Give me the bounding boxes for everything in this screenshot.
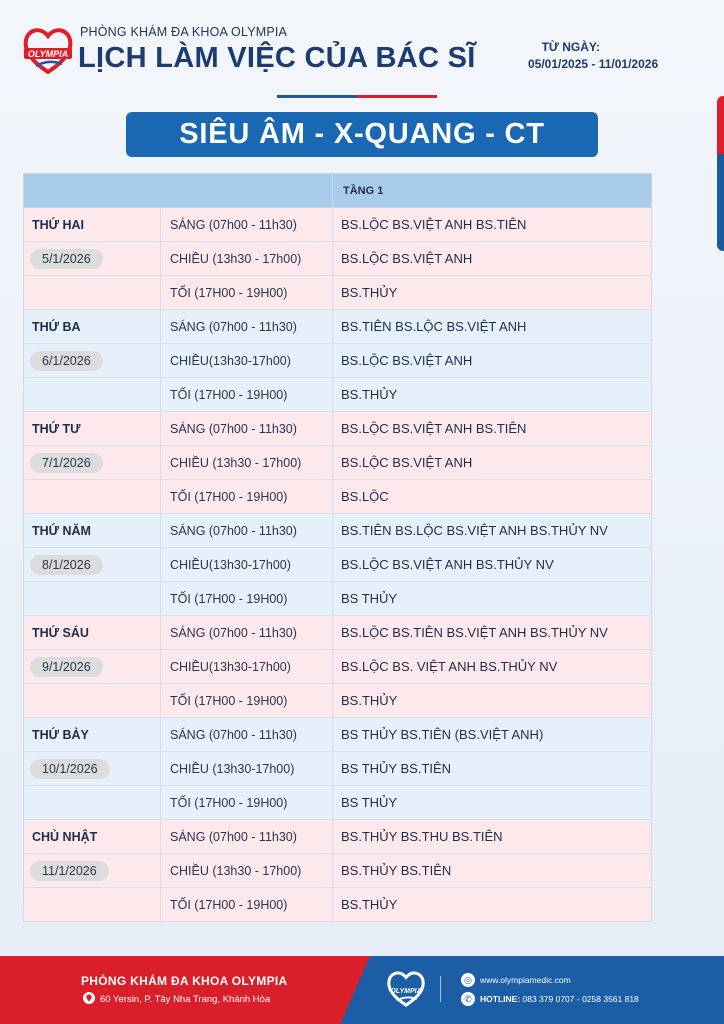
day-cell (24, 208, 160, 241)
doctors-cell: BS.THỦY (332, 684, 651, 717)
globe-icon: ◎ (461, 973, 475, 987)
table-row (24, 718, 651, 752)
doctors-cell: BS.LỘC BS.VIỆT ANH BS.THỦY NV (332, 548, 651, 581)
day-cell (24, 786, 160, 819)
day-name: CHỦ NHẬT (32, 829, 98, 844)
day-name: THỨ SÁU (32, 625, 89, 640)
footer-address: 60 Yersin, P. Tây Nha Trang, Khánh Hòa (100, 994, 271, 1005)
date-badge: 10/1/2026 (30, 759, 110, 779)
table-row (24, 786, 651, 820)
shift-time: SÁNG (07h00 - 11h30) (160, 310, 332, 343)
page-title: LỊCH LÀM VIỆC CỦA BÁC SĨ (78, 42, 476, 74)
day-group (23, 820, 652, 922)
day-name: THỨ BA (32, 319, 81, 334)
doctors-cell: BS.TIÊN BS.LỘC BS.VIỆT ANH BS.THỦY NV (332, 514, 651, 547)
shift-time: SÁNG (07h00 - 11h30) (160, 208, 332, 241)
shift-time: CHIỀU(13h30-17h00) (160, 650, 332, 683)
shift-time: TỐI (17H00 - 19H00) (160, 684, 332, 717)
table-row (24, 242, 651, 276)
doctors-cell: BS.THỦY (332, 888, 651, 921)
shift-time: CHIỀU (13h30-17h00) (160, 752, 332, 785)
phone-icon: ✆ (461, 992, 475, 1006)
edge-accent (717, 96, 724, 251)
title-underline (277, 95, 437, 98)
table-row (24, 276, 651, 310)
shift-time: CHIỀU (13h30 - 17h00) (160, 242, 332, 275)
doctors-cell: BS THỦY BS.TIÊN (332, 752, 651, 785)
table-row (24, 888, 651, 922)
day-cell (24, 514, 160, 547)
table-body (23, 208, 652, 922)
day-cell (24, 242, 160, 275)
doctors-cell: BS.THỦY BS.TIÊN (332, 854, 651, 887)
logo-text: OLYMPIA (27, 49, 69, 59)
doctors-cell: BS THỦY BS.TIÊN (BS.VIỆT ANH) (332, 718, 651, 751)
table-row (24, 820, 651, 854)
date-badge: 6/1/2026 (30, 351, 103, 371)
day-cell (24, 412, 160, 445)
doctors-cell: BS.LỘC BS.VIỆT ANH (332, 446, 651, 479)
doctors-cell: BS.THỦY (332, 276, 651, 309)
shift-time: CHIỀU (13h30 - 17h00) (160, 446, 332, 479)
date-range: 05/01/2025 - 11/01/2026 (528, 57, 659, 71)
doctors-cell: BS.THỦY BS.THU BS.TIÊN (332, 820, 651, 853)
shift-time: SÁNG (07h00 - 11h30) (160, 820, 332, 853)
shift-time: TỐI (17H00 - 19H00) (160, 786, 332, 819)
day-cell (24, 650, 160, 683)
shift-time: TỐI (17H00 - 19H00) (160, 276, 332, 309)
date-badge: 8/1/2026 (30, 555, 103, 575)
day-name: THỨ HAI (32, 217, 85, 232)
table-row (24, 310, 651, 344)
footer (0, 956, 724, 1024)
date-badge: 9/1/2026 (30, 657, 103, 677)
shift-time: CHIỀU(13h30-17h00) (160, 344, 332, 377)
date-badge: 11/1/2026 (30, 861, 109, 881)
day-name: THỨ NĂM (32, 523, 91, 538)
doctors-cell: BS.LỘC (332, 480, 651, 513)
shift-time: SÁNG (07h00 - 11h30) (160, 616, 332, 649)
shift-time: CHIỀU(13h30-17h00) (160, 548, 332, 581)
department-banner (126, 112, 598, 157)
clinic-name: PHÒNG KHÁM ĐA KHOA OLYMPIA (80, 25, 288, 39)
table-row (24, 752, 651, 786)
day-name: THỨ BẢY (32, 727, 89, 742)
day-name: THỨ TƯ (32, 421, 81, 436)
shift-time: TỐI (17H00 - 19H00) (160, 480, 332, 513)
doctors-cell: BS.THỦY (332, 378, 651, 411)
day-cell (24, 820, 160, 853)
shift-time: SÁNG (07h00 - 11h30) (160, 412, 332, 445)
day-cell (24, 378, 160, 411)
day-group (23, 514, 652, 616)
table-row (24, 684, 651, 718)
day-cell (24, 582, 160, 615)
doctors-cell: BS.LỘC BS.TIÊN BS.VIỆT ANH BS.THỦY NV (332, 616, 651, 649)
footer-divider (440, 976, 441, 1002)
doctors-cell: BS THỦY (332, 786, 651, 819)
doctors-cell: BS.LỘC BS.VIỆT ANH (332, 344, 651, 377)
day-cell (24, 854, 160, 887)
day-group (23, 310, 652, 412)
doctors-cell: BS THỦY (332, 582, 651, 615)
day-cell (24, 752, 160, 785)
table-header (23, 173, 652, 208)
shift-time: TỐI (17H00 - 19H00) (160, 888, 332, 921)
date-badge: 5/1/2026 (30, 249, 103, 269)
table-row (24, 548, 651, 582)
day-group (23, 412, 652, 514)
schedule-table (23, 173, 652, 922)
table-row (24, 480, 651, 514)
shift-time: TỐI (17H00 - 19H00) (160, 582, 332, 615)
department-title: SIÊU ÂM - X-QUANG - CT (179, 118, 545, 150)
day-group (23, 718, 652, 820)
shift-time: SÁNG (07h00 - 11h30) (160, 514, 332, 547)
table-row (24, 208, 651, 242)
table-row (24, 378, 651, 412)
day-cell (24, 548, 160, 581)
hotline-number[interactable]: 083 379 0707 - 0258 3561 818 (522, 994, 639, 1004)
table-row (24, 650, 651, 684)
date-badge: 7/1/2026 (30, 453, 103, 473)
shift-time: TỐI (17H00 - 19H00) (160, 378, 332, 411)
doctors-cell: BS.TIÊN BS.LỘC BS.VIỆT ANH (332, 310, 651, 343)
date-label: TỪ NGÀY: (541, 40, 600, 54)
day-cell (24, 310, 160, 343)
hotline-label: HOTLINE: (480, 994, 521, 1004)
footer-logo-text: OLYMPIA (390, 988, 422, 995)
day-group (23, 616, 652, 718)
day-cell (24, 616, 160, 649)
day-cell (24, 480, 160, 513)
table-row (24, 854, 651, 888)
day-cell (24, 446, 160, 479)
floor-header: TẦNG 1 (332, 174, 651, 207)
footer-clinic-name: PHÒNG KHÁM ĐA KHOA OLYMPIA (81, 974, 288, 988)
doctors-cell: BS.LỘC BS. VIỆT ANH BS.THỦY NV (332, 650, 651, 683)
day-cell (24, 344, 160, 377)
table-row (24, 344, 651, 378)
footer-website[interactable]: www.olympiamedic.com (480, 975, 571, 985)
table-row (24, 582, 651, 616)
doctors-cell: BS.LỘC BS.VIỆT ANH BS.TIÊN (332, 208, 651, 241)
table-row (24, 412, 651, 446)
table-row (24, 616, 651, 650)
table-row (24, 446, 651, 480)
day-cell (24, 888, 160, 921)
shift-time: SÁNG (07h00 - 11h30) (160, 718, 332, 751)
doctors-cell: BS.LỘC BS.VIỆT ANH (332, 242, 651, 275)
day-cell (24, 718, 160, 751)
table-row (24, 514, 651, 548)
day-cell (24, 276, 160, 309)
location-pin-icon (83, 992, 95, 1004)
day-cell (24, 684, 160, 717)
day-group (23, 208, 652, 310)
doctors-cell: BS.LỘC BS.VIỆT ANH BS.TIÊN (332, 412, 651, 445)
footer-hotline (480, 994, 639, 1004)
shift-time: CHIỀU (13h30 - 17h00) (160, 854, 332, 887)
